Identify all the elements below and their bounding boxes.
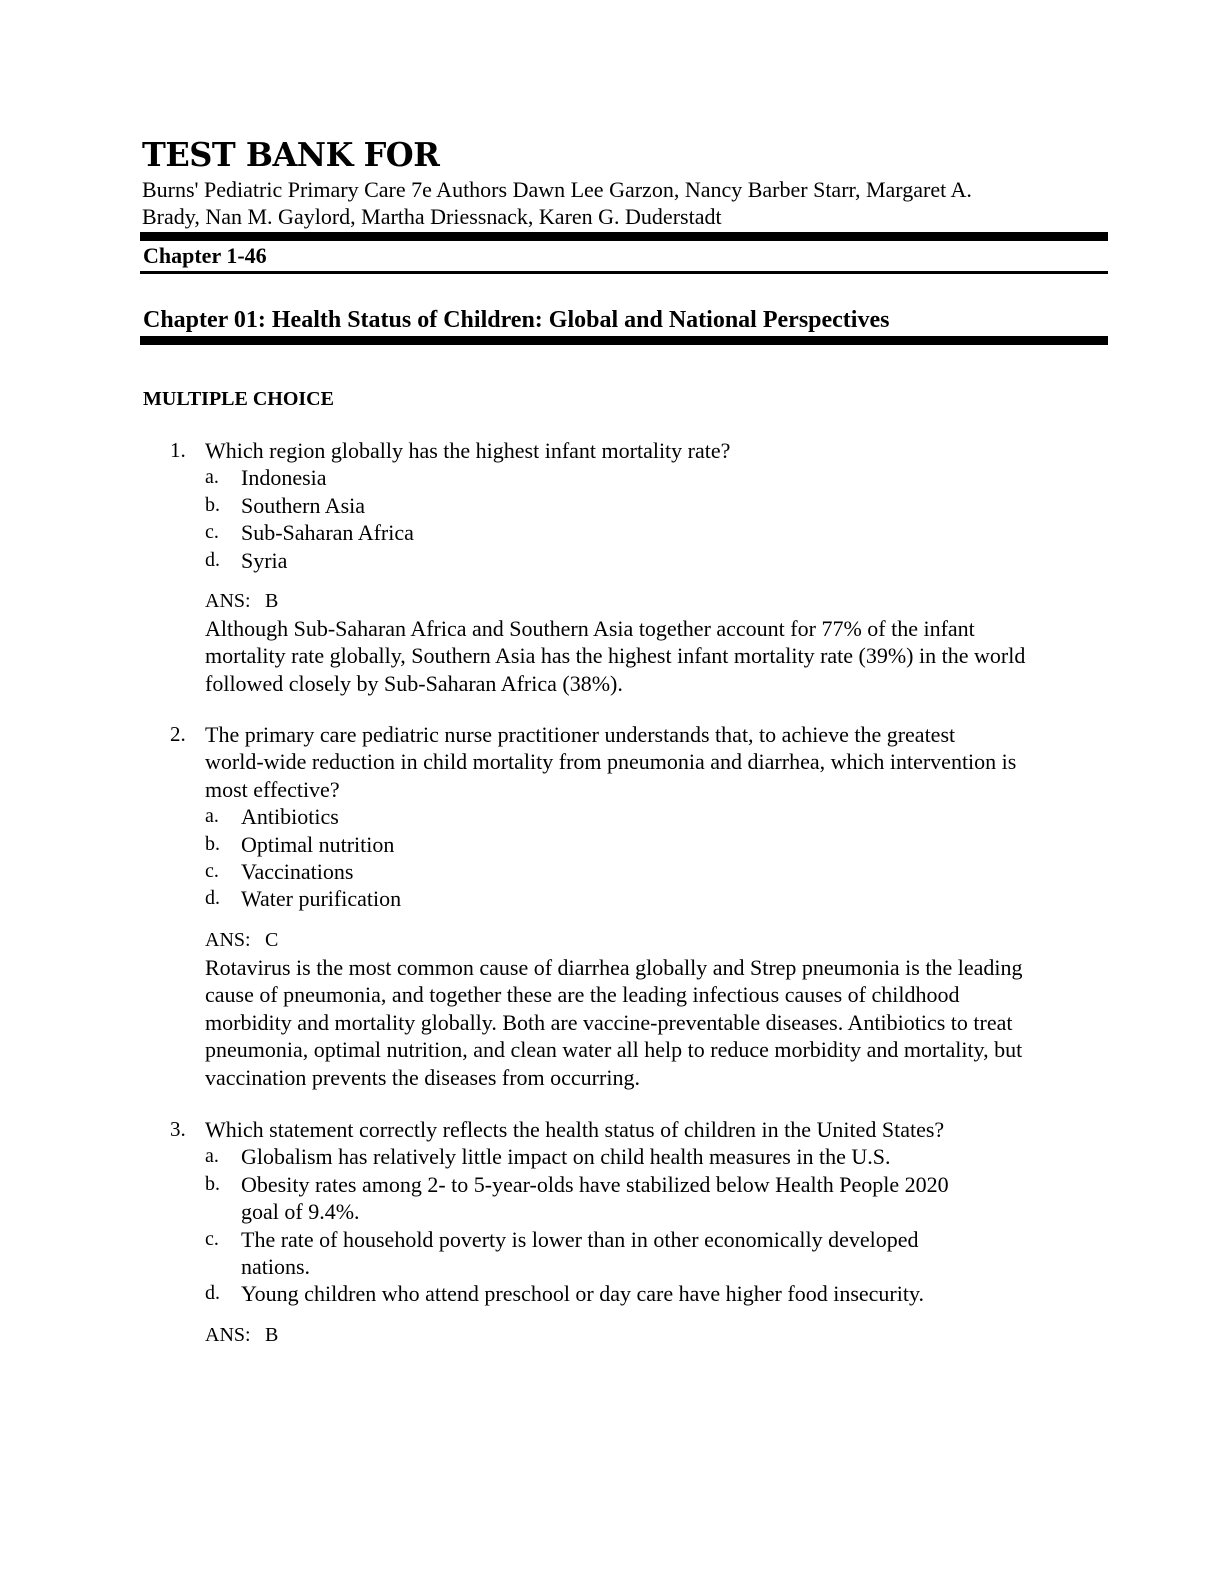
option-letter: c. bbox=[205, 860, 219, 882]
rationale bbox=[205, 615, 1105, 697]
option-letter: d. bbox=[205, 548, 220, 571]
option-letter: a. bbox=[205, 805, 219, 828]
document-title: TEST BANK FOR bbox=[142, 135, 440, 174]
option-text: Globalism has relatively little impact on child health measures in the U.S. bbox=[241, 1144, 891, 1170]
option-text: Optimal nutrition bbox=[241, 831, 395, 857]
option-letter: d. bbox=[205, 887, 220, 910]
rationale-line: Although Sub-Saharan Africa and Southern Asia together account for 77% of the infant bbox=[205, 616, 975, 641]
stem-line: world-wide reduction in child mortality from pneumonia and diarrhea, which intervention is bbox=[205, 749, 1017, 775]
option-text: Young children who attend preschool or day care have higher food insecurity. bbox=[241, 1281, 925, 1307]
option-letter: b. bbox=[205, 832, 220, 855]
option-letter: a. bbox=[205, 466, 219, 489]
option-text bbox=[241, 1171, 1041, 1226]
chapter-divider bbox=[140, 336, 1108, 345]
question-number: 2. bbox=[170, 722, 186, 746]
option-letter: d. bbox=[205, 1282, 220, 1305]
answer-label: ANS: bbox=[205, 929, 251, 951]
option-text-line: goal of 9.4%. bbox=[241, 1199, 360, 1225]
answer-value: B bbox=[265, 1324, 279, 1346]
option-text-line: Obesity rates among 2- to 5-year-olds have stabilized below Health People 2020 bbox=[241, 1171, 949, 1197]
rationale-line: vaccination prevents the diseases from occurring. bbox=[205, 1064, 640, 1090]
answer-line bbox=[205, 927, 278, 954]
stem-line: Which region globally has the highest infant mortality rate? bbox=[205, 438, 731, 463]
option-text: Water purification bbox=[241, 886, 402, 912]
question-number: 3. bbox=[170, 1117, 186, 1141]
option-text bbox=[241, 1226, 1041, 1281]
answer-value: B bbox=[265, 590, 279, 612]
option-letter: c. bbox=[205, 521, 219, 544]
question-number: 1. bbox=[170, 438, 186, 462]
rationale-line: mortality rate globally, Southern Asia has the highest infant mortality rate (39%) in the world bbox=[205, 643, 1026, 669]
option-text: Vaccinations bbox=[241, 859, 354, 884]
question-stem bbox=[205, 1116, 1095, 1143]
option-text-line: nations. bbox=[241, 1254, 311, 1279]
rationale-line: Rotavirus is the most common cause of diarrhea globally and Strep pneumonia is the leading bbox=[205, 955, 1023, 980]
chapter-range: Chapter 1-46 bbox=[143, 243, 267, 268]
answer-label: ANS: bbox=[205, 1324, 251, 1346]
chapter-title: Chapter 01: Health Status of Children: Global and National Perspectives bbox=[143, 307, 890, 333]
option-letter: b. bbox=[205, 1172, 220, 1195]
stem-line: The primary care pediatric nurse practitioner understands that, to achieve the greatest bbox=[205, 722, 956, 747]
answer-line bbox=[205, 1322, 278, 1349]
subtitle-line: Brady, Nan M. Gaylord, Martha Driessnack, Karen G. Duderstadt bbox=[142, 204, 722, 229]
header-divider-thick bbox=[140, 232, 1108, 241]
answer-line bbox=[205, 588, 278, 615]
rationale-line: cause of pneumonia, and together these are the leading infectious causes of childhood bbox=[205, 982, 960, 1008]
option-letter: b. bbox=[205, 493, 220, 516]
rationale bbox=[205, 954, 1105, 1091]
section-heading: MULTIPLE CHOICE bbox=[143, 388, 334, 410]
answer-value: C bbox=[265, 929, 279, 951]
rationale-line: followed closely by Sub-Saharan Africa (38%). bbox=[205, 670, 623, 696]
stem-line: Which statement correctly reflects the health status of children in the United States? bbox=[205, 1117, 945, 1142]
stem-line: most effective? bbox=[205, 776, 340, 802]
option-text-line: The rate of household poverty is lower than in other economically developed bbox=[241, 1226, 919, 1252]
book-subtitle bbox=[142, 176, 1082, 230]
answer-label: ANS: bbox=[205, 590, 251, 612]
rationale-line: morbidity and mortality globally. Both are vaccine-preventable diseases. Antibiotics to treat bbox=[205, 1009, 1013, 1035]
subtitle-line: Burns' Pediatric Primary Care 7e Authors Dawn Lee Garzon, Nancy Barber Starr, Margaret A. bbox=[142, 177, 972, 202]
option-letter: a. bbox=[205, 1145, 219, 1168]
option-text: Indonesia bbox=[241, 465, 327, 491]
header-divider-thin bbox=[140, 271, 1108, 274]
option-text: Antibiotics bbox=[241, 804, 339, 830]
option-text: Sub-Saharan Africa bbox=[241, 520, 414, 546]
rationale-line: pneumonia, optimal nutrition, and clean water all help to reduce morbidity and mortality, but bbox=[205, 1037, 1023, 1063]
option-letter: c. bbox=[205, 1227, 219, 1250]
option-text: Syria bbox=[241, 547, 288, 573]
question-stem bbox=[205, 721, 1095, 803]
option-text: Southern Asia bbox=[241, 492, 366, 518]
question-stem bbox=[205, 437, 1095, 464]
